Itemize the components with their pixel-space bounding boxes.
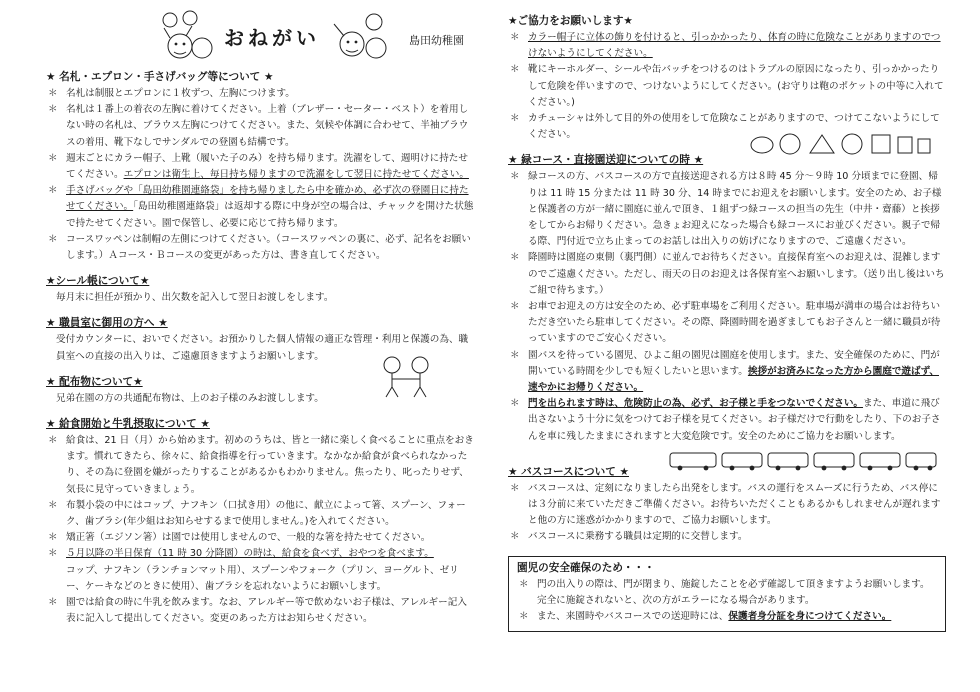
item-text: 門の出入りの際は、門が閉まり、施錠したことを必ず確認して頂きますようお願いします。完全に施錠されないと、次の方がエラーになる場合があります。 (537, 578, 930, 606)
item-text: コースワッペンは制帽の左側につけてください。（コースワッペンの裏に、必ず、記名をお願いします。）Ａコース・Ｂコースの変更があった方は、書き直してください。 (66, 233, 471, 262)
section-heading: ★ 給食開始と牛乳摂取について ★ (46, 418, 210, 431)
item-text: 「島田幼稚園連絡袋」は返却する際に中身が空の場合は、チャックを開けた状態で持たせてください。園で保管し、必要に応じて持ち帰ります。 (66, 201, 474, 229)
children-holding-hands-icon (372, 355, 442, 401)
bullet-mark: ＊ (510, 171, 520, 183)
food-illustrations-icon (748, 131, 938, 157)
box-heading: 園児の安全確保のため・・・ (517, 561, 655, 574)
item-text: 降園時は園庭の東側（裏門側）に並んでお待ちください。直接保育室へのお迎えは、混雑しますのでご遠慮ください。ただし、雨天の日のお迎えは各保育室へお願いします。（送り出し後はいちご組で待ちます。） (528, 252, 945, 296)
bullet-mark: ＊ (519, 578, 529, 590)
bullet-mark: ＊ (510, 113, 520, 125)
section-nameplate-apron (46, 70, 474, 264)
list-item (46, 232, 474, 264)
list-item (46, 498, 474, 530)
item-text: 矯正箸（エジソン箸）は園では使用しませんので、一般的な箸を持たせてください。 (66, 532, 431, 544)
bullet-mark: ＊ (519, 611, 529, 623)
section-heading: ★ 名札・エプロン・手さげバッグ等について ★ (46, 71, 274, 83)
bullet-mark: ＊ (48, 104, 58, 116)
section-school-lunch (46, 417, 474, 627)
section-heading: ★シール帳について★ (46, 275, 150, 288)
page-header (46, 0, 474, 70)
section-text: 毎月末に担任が預かり、出欠数を記入して翌日お渡しをします。 (56, 292, 334, 304)
list-item (508, 299, 946, 348)
section-heading: ★ 配布物について★ (46, 375, 143, 388)
list-item (46, 595, 474, 627)
item-text: また、車道に飛び出さないよう十分に気をつけてお子様を見てください。お子様だけで行動をしたり、下のお子さんを車に残したままにされますと大変危険です。安全のためにご協力をお願いします。 (528, 398, 941, 442)
section-text: 受付カウンターに、おいでください。お預かりした個人情報の適正な管理・利用と保護の為、職員室への直接の出入りは、ご遠慮頂きますようお願いします。 (56, 334, 469, 362)
item-text-underlined: ５月以降の半日保育（11 時 30 分降園）の時は、給食を食べず、おやつを食べます。 (66, 548, 434, 560)
safety-notice-box (508, 556, 946, 633)
bullet-mark: ＊ (510, 252, 520, 264)
flower-children-illustration-icon (154, 8, 218, 68)
list-item (508, 396, 946, 445)
item-text: カチューシャは外して目的外の使用をして危険なことがありますので、つけてこないようにしてください。 (528, 113, 940, 141)
item-text-emphasis: 挨拶がお済みになった方から園庭で遊ばず、速やかにお帰りください。 (528, 365, 939, 394)
list-item (46, 530, 474, 546)
list-item (508, 62, 946, 111)
bullet-mark: ＊ (510, 301, 520, 313)
bullet-mark: ＊ (510, 531, 520, 543)
item-text: 週末ごとにカラー帽子、上靴（履いた子のみ）を持ち帰ります。洗濯をして、週明けに持たせてください。 (66, 152, 468, 181)
section-heading: ★ 緑コース・直接園送迎についての時 ★ (508, 154, 704, 167)
item-text-underlined: エプロンは衛生上、毎日持ち帰りますので洗濯をして翌日に持たせてください。 (123, 169, 469, 181)
section-handouts (46, 375, 474, 407)
item-text: 靴にキーホルダー、シールや缶バッチをつけるのはトラブルの原因になったり、引っかかったりして危険を伴いますので、つけないようにしてください。(お守りは鞄のポケットの中等に入れてください。) (528, 64, 944, 108)
bullet-mark: ＊ (48, 152, 58, 164)
list-item (517, 577, 937, 609)
bullet-mark: ＊ (48, 88, 58, 99)
item-text: また、来園時やバスコースでの送迎時には、 (537, 611, 729, 623)
section-heading: ★ 職員室に御用の方へ ★ (46, 317, 168, 330)
bullet-mark: ＊ (510, 398, 520, 410)
section-green-course (508, 153, 946, 444)
section-bus-course (508, 455, 946, 546)
item-text-underlined: 手さげバッグや「島田幼稚園連絡袋」を持ち帰りましたら中を確かめ、必ず次の登園日に持たせてください。 (66, 185, 469, 213)
list-item (46, 102, 474, 151)
item-text: 布製小袋の中にはコップ、ナフキン（口拭き用）の他に、献立によって箸、スプーン、フォーク、歯ブラシ(年少組はお知らせするまで使用しません。)を入れてください。 (66, 499, 466, 528)
flower-children-illustration-right-icon (326, 10, 396, 66)
section-sticker-book (46, 274, 474, 306)
list-item (46, 151, 474, 183)
item-text-emphasis: 保護者身分証を身につけてください。 (728, 611, 892, 623)
list-item (508, 250, 946, 299)
list-item (46, 86, 474, 102)
section-heading: ★ バスコースについて ★ (508, 465, 629, 478)
item-text: 名札は制服とエプロンに１枚ずつ、左胸につけます。 (66, 88, 295, 99)
list-item (508, 169, 946, 250)
item-text: 緑コースの方、バスコースの方で直接送迎される方は８時 45 分～９時 10 分頃までに登園、帰りは 11 時 15 分または 11 時 30 分、14 時までにお迎えをお願いします。安全のため、お子様と保護者の方が一緒に園庭に並んで頂き、１組ずつ緑コースの担当の先生（中井・齋藤）と挨拶をしてからお帰りください。急きょお迎えになった場合も緑コースにお並びください。親子で帰る際、門付近で立ち止まってのお話しは出入りの妨げになりますので、ご遠慮ください。 (528, 171, 942, 248)
item-text: 名札は１番上の着衣の左胸に着けてください。上着（ブレザー・セーター・ベスト）を着用しない時の名札は、ブラウス左胸につけてください。また、気候や体調に合わせて、半袖ブラウスの着用、靴下なしでサンダルでの登園も結構です。 (66, 104, 469, 148)
section-text: 兄弟在園の方の共通配布物は、上のお子様のみお渡しします。 (56, 392, 324, 404)
list-item (508, 348, 946, 397)
bullet-mark: ＊ (510, 32, 520, 43)
list-item (46, 433, 474, 498)
bullet-mark: ＊ (48, 597, 58, 609)
right-column (508, 14, 946, 632)
list-item (46, 183, 474, 232)
item-text: バスコースに乗務する職員は定期的に交替します。 (528, 531, 748, 543)
bullet-mark: ＊ (510, 349, 520, 361)
item-text: バスコースは、定刻になりましたら出発をします。バスの運行をスムーズに行うため、バス停には３分前に来ていただきご準備ください。お待ちいただくこともあるかもしれませんが遅れますと他の方に迷惑がかかりますので、ご協力お願いします。 (528, 482, 941, 527)
school-name: 島田幼稚園 (409, 34, 464, 47)
bullet-mark: ＊ (48, 435, 58, 447)
bullet-mark: ＊ (48, 548, 58, 560)
item-text: お車でお迎えの方は安全のため、必ず駐車場をご利用ください。駐車場が満車の場合はお待ちいただき空いたら駐車してください。その際、降園時間を過ぎましてもお子さんと一緒に職員が待っていますのでご安心ください。 (528, 301, 941, 345)
section-heading: ★ご協力をお願いします★ (508, 15, 633, 27)
bus-train-illustration-icon (668, 449, 940, 471)
item-text-underlined: カラー帽子に立体の飾りを付けると、引っかかったり、体育の時に危険なことがありますのでつけないようにしてください。 (528, 32, 941, 60)
item-text: 給食は、21 日（月）から始めます。初めのうちは、皆と一緒に楽しく食べることに重点をおきます。慣れてきたら、徐々に、給食指導を行っていきます。なかなか給食が食べられなかったり、その為に登園を嫌がったりすることがあるかもわかりません。焦ったり、叱ったりせず、気長に見守っていきましょう。 (66, 435, 474, 495)
item-text: 園では給食の時に牛乳を飲みます。なお、アレルギー等で飲めないお子様は、アレルギー記入表に記入して提出してください。変更のあった方はお知らせください。 (66, 597, 467, 625)
bullet-mark: ＊ (48, 233, 58, 245)
list-item (508, 529, 946, 545)
bullet-mark: ＊ (510, 64, 520, 76)
bullet-mark: ＊ (48, 532, 58, 544)
list-item (46, 546, 474, 595)
list-item (508, 481, 946, 530)
bullet-mark: ＊ (48, 499, 58, 511)
bullet-mark: ＊ (48, 185, 58, 197)
page-title: おねがい (224, 26, 320, 50)
item-text-emphasis: 門を出られます時は、危険防止の為、必ず、お子様と手をつないでください。 (528, 398, 864, 410)
bullet-mark: ＊ (510, 482, 520, 494)
item-text: 園バスを待っている園児、ひよこ組の園児は園庭を使用します。また、安全確保のために、門が開いている時間を少しでも短くしたいと思います。 (528, 349, 940, 377)
list-item (517, 609, 937, 625)
left-column (46, 0, 474, 637)
item-text: コップ、ナフキン（ランチョンマット用）、スプーンやフォーク（プリン、ヨーグルト、ゼリー、ケーキなどのときに使用）、歯ブラシを忘れないようにお願いします。 (66, 564, 459, 592)
list-item (508, 30, 946, 62)
section-cooperation (508, 14, 946, 143)
